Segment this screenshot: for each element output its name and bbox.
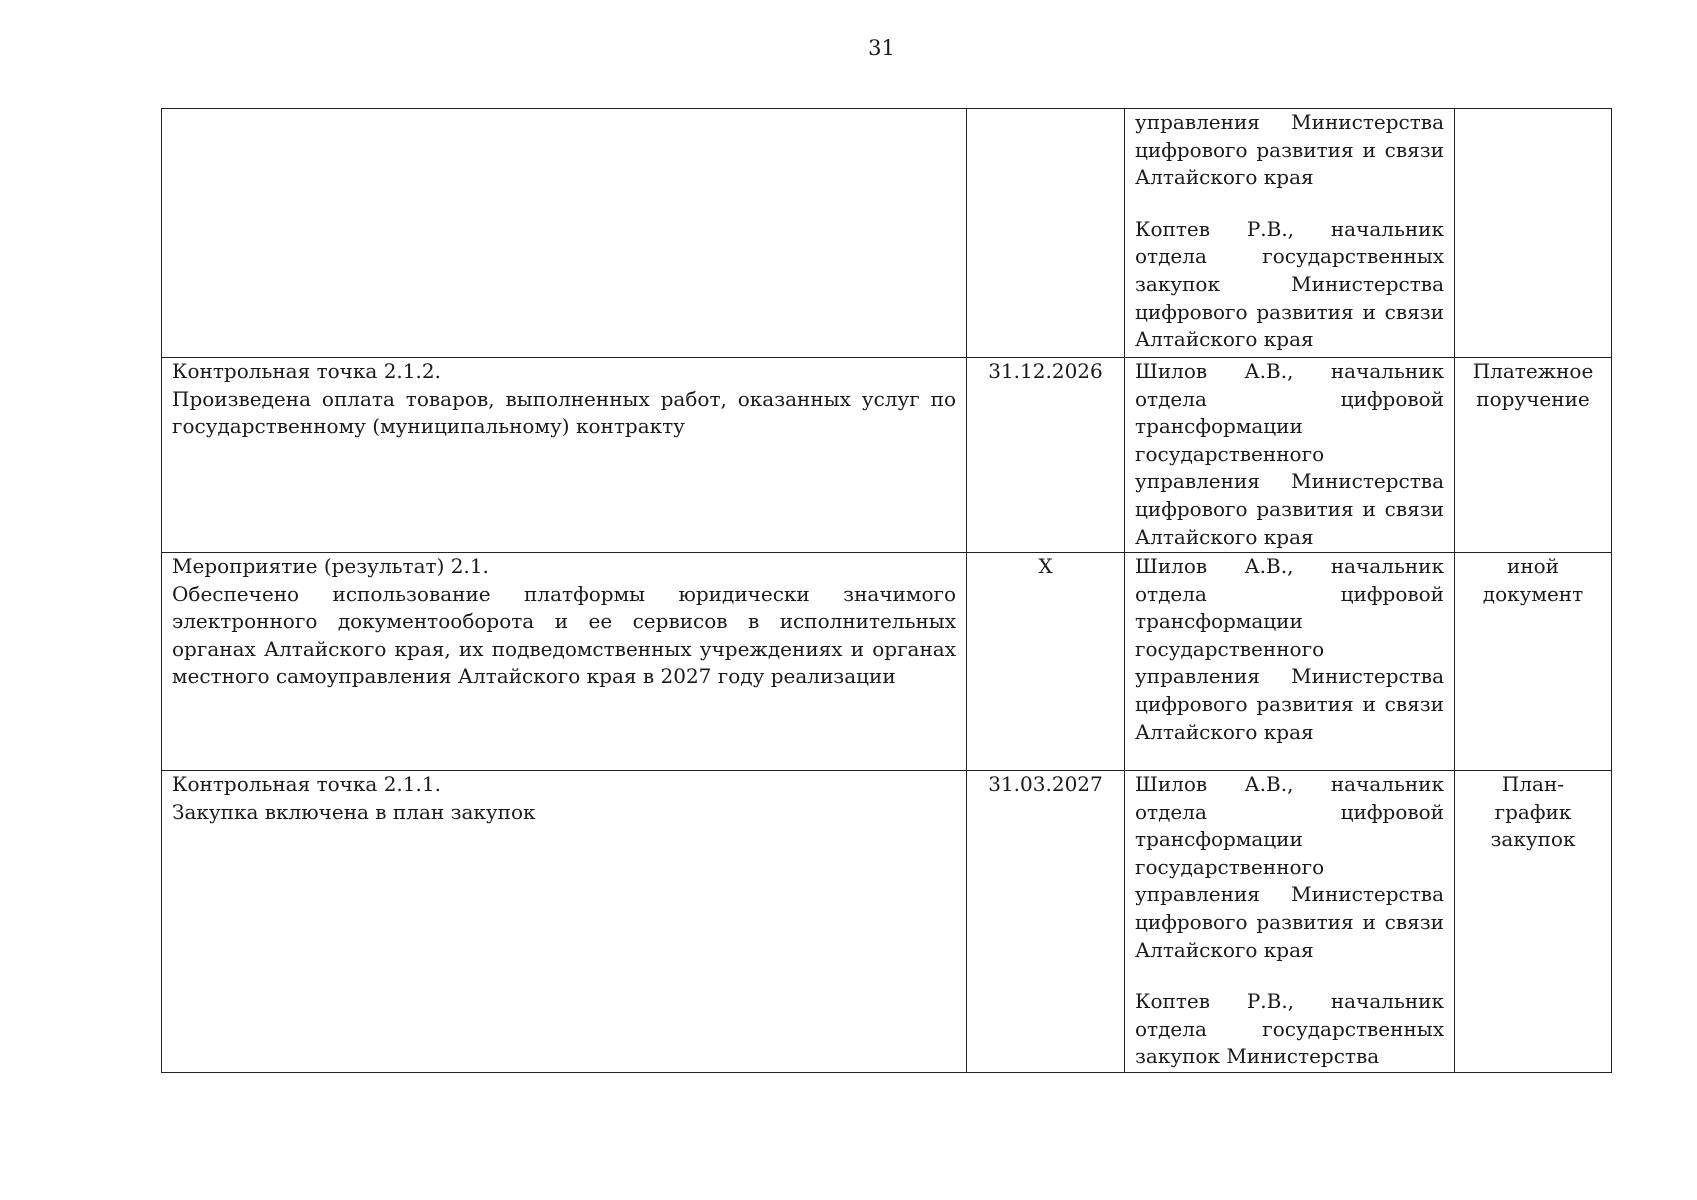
document-type: Платежное поручение	[1472, 359, 1594, 411]
activities-table	[161, 108, 1612, 1073]
responsible-cell	[1125, 358, 1455, 553]
table-row	[162, 358, 1612, 553]
document-cell	[1455, 771, 1612, 1073]
table-row	[162, 771, 1612, 1073]
deadline-date: 31.12.2026	[988, 359, 1103, 383]
activity-cell	[162, 109, 967, 358]
date-cell	[967, 553, 1125, 771]
activity-title: Мероприятие (результат) 2.1.	[172, 554, 489, 578]
table-row	[162, 109, 1612, 358]
activity-cell	[162, 358, 967, 553]
responsible-text: Коптев Р.В., начальник отдела государственных закупок Министерства цифрового развития и связи Алтайского края	[1135, 216, 1444, 352]
date-cell	[967, 358, 1125, 553]
responsible-cell	[1125, 553, 1455, 771]
deadline-date: 31.03.2027	[988, 772, 1103, 796]
responsible-cell	[1125, 771, 1455, 1073]
activity-description: Закупка включена в план закупок	[172, 799, 536, 824]
responsible-text: Коптев Р.В., начальник отдела государственных закупок Министерства	[1135, 989, 1444, 1069]
table-row	[162, 553, 1612, 771]
date-cell	[967, 109, 1125, 358]
document-cell	[1455, 553, 1612, 771]
activity-cell	[162, 771, 967, 1073]
deadline-date: X	[1038, 554, 1053, 578]
activity-cell	[162, 553, 967, 771]
activity-title: Контрольная точка 2.1.1.	[172, 772, 441, 796]
document-cell	[1455, 358, 1612, 553]
responsible-text: Шилов А.В., начальник отдела цифровой трансформации государственного управления Министерства цифрового развития и связи Алтайского края	[1135, 554, 1444, 744]
document-type: иной документ	[1482, 554, 1584, 606]
activity-description: Произведена оплата товаров, выполненных работ, оказанных услуг по государственному (муниципальному) контракту	[172, 386, 956, 439]
date-cell	[967, 771, 1125, 1073]
responsible-text: Шилов А.В., начальник отдела цифровой трансформации государственного управления Министерства цифрового развития и связи Алтайского края	[1135, 359, 1444, 549]
responsible-text: управления Министерства цифрового развития и связи Алтайского края	[1135, 110, 1444, 190]
responsible-cell	[1125, 109, 1455, 358]
document-type: План-график закупок	[1490, 772, 1576, 852]
document-cell	[1455, 109, 1612, 358]
activity-title: Контрольная точка 2.1.2.	[172, 359, 441, 383]
activity-description: Обеспечено использование платформы юридически значимого электронного документооборота и ее сервисов в исполнительных органах Алтайского края, их подведомственных учреждениях и органах местного самоуправления Алтайского края в 2027 году реализации	[172, 581, 956, 689]
page-number: 31	[868, 36, 895, 60]
responsible-text: Шилов А.В., начальник отдела цифровой трансформации государственного управления Министерства цифрового развития и связи Алтайского края	[1135, 772, 1444, 962]
